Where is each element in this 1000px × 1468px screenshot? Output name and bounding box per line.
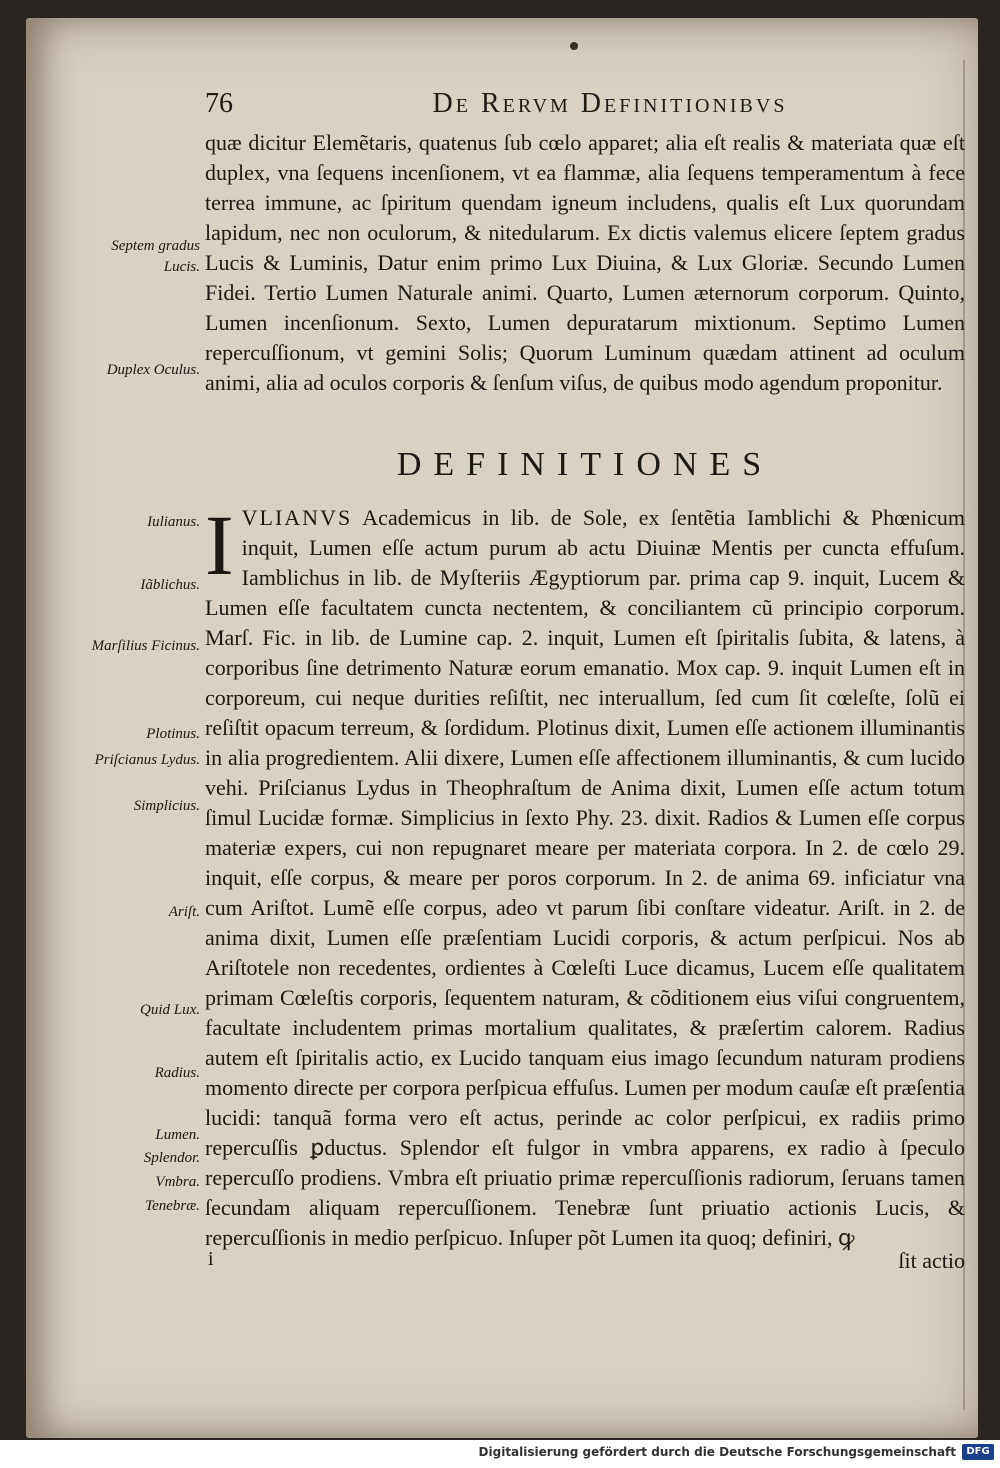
lead-caps: VLIANVS <box>241 505 353 530</box>
margin-note: Septem gradus Lucis. <box>111 238 200 275</box>
running-head <box>205 88 945 124</box>
margin-note: Ariſt. <box>168 904 200 920</box>
catchword: ſit actio <box>898 1248 965 1273</box>
margin-note: Radius. <box>154 1065 200 1081</box>
margin-note: Tenebræ. <box>145 1198 200 1214</box>
footer-bar <box>0 1440 1000 1468</box>
dfg-logo-icon: DFG <box>962 1444 994 1460</box>
margin-note: Quid Lux. <box>140 1002 200 1018</box>
margin-note: Plotinus. <box>146 726 200 742</box>
intro-paragraph: quæ dicitur Elemẽtaris, quatenus ſub cœlo apparet; alia eſt realis & materiata quæ eſt duplex, vna ſequens incenſionem, vt ea flammæ, alia ſequens temperamentum à fece terrea immune, ac ſpiritum quendam igneum includens, qualis eſt Lux quorundam lapidum, nec non oculorum, & nitedularum. Ex dictis valemus elicere ſeptem gradus Lucis & Luminis, Datur enim primo Lux Diuina, & Lux Gloriæ. Secundo Lumen Fidei. Tertio Lumen Naturale animi. Quarto, Lumen æternorum corporum. Quinto, Lumen incenſionum. Sexto, Lumen depuratarum mixtionum. Septimo Lumen repercuſſionum, vt gemini Solis; Quorum Luminum quædam attinent ad oculum animi, alia ad oculos corporis & ſenſum viſus, de quibus modo agendum proponitur. <box>205 130 965 395</box>
definitions-paragraph <box>205 497 965 1278</box>
margin-note: Simplicius. <box>133 798 200 814</box>
drop-cap: I <box>205 497 234 593</box>
signature-mark: i <box>208 1248 214 1270</box>
margin-note: Duplex Oculus. <box>106 362 200 378</box>
section-heading: DEFINITIONES <box>396 446 774 483</box>
margin-note: Lumen. <box>155 1127 200 1143</box>
margin-note: Marſilius Ficinus. <box>91 638 200 654</box>
definitions-text: Academicus in lib. de Sole, ex ſentẽtia Iamblichi & Phœnicum inquit, Lumen eſſe actum purum ab actu Diuinæ Mentis per cuncta effuſum. Iamblichus in lib. de Myſteriis Ægyptiorum par. prima cap 9. inquit, Lucem & Lumen eſſe facultatem cuncta nectentem, & conciliantem cũ principio corporum. Marſ. Fic. in lib. de Lumine cap. 2. inquit, Lumen eſt ſpiritalis ſubita, & latens, à corporibus ſine detrimento Naturæ eorum emanatio. Mox cap. 9. inquit Lumen eſt in corporeum, cui neque durities reſiſtit, nec interuallum, ſed cum ſit cœleſte, ſolũ ei reſiſtit opacum terreum, & ſordidum. Plotinus dixit, Lumen eſſe actionem illuminantis in alia progredientem. Alii dixere, Lumen eſſe affectionem illuminantis, & cum lucido vehi. Priſcianus Lydus in Theophraſtum de Anima dixit, Lumen eſſe actum totum ſimul Lucidæ formæ. Simplicius in ſexto Phy. 23. dixit. Radios & Lumen eſſe corpus materiæ expers, cui non repugnaret meare per materiata corpora. In 2. de cœlo 29. inquit, eſſe corpus, & meare per poros corporum. In 2. de anima 69. inficiatur vna cum Ariſtot. Lumẽ eſſe corpus, adeo vt parum ſibi conſtare videatur. Ariſt. in 2. de anima dixit, Lumen eſſe præſentiam Lucidi corporis, & actum perſpicui. Nos ab Ariſtotele non recedentes, ordientes à Cœleſti Luce dicamus, Lucem eſſe qualitatem primam Cœleſtis corporis, ſequentem naturam, & cõditionem eius viſui congruentem, facultate includentem primas mortalium qualitates, & præſertim calorem. Radius autem eſt ſpiritalis actio, ex Lucido tanquam eius imago ſecundum naturam prodiens momento directe per corpora perſpicua effuſus. Lumen per modum cauſæ eſt præſentia lucidi: tanquã forma vero eſt actus, perinde ac color perſpicui, ex radiis primo repercuſſis ꝑductus. Splendor eſt fulgor in vmbra apparens, ex radio à ſpeculo repercuſſo prodiens. Vmbra eſt priuatio primæ repercuſſionis radiorum, ſeruans tamen ſecundam aliquam repercuſſionem. Tenebræ ſunt priuatio actionis Lucis, & repercuſſionis in medio perſpicuo. Inſuper põt Lumen ita quoq; definiri, ꝙ <box>205 505 965 1250</box>
ink-spot <box>570 42 578 50</box>
page-number: 76 <box>205 88 233 119</box>
margin-note: Splendor. <box>143 1150 200 1166</box>
running-title: De Rervm Definitionibvs <box>432 88 788 119</box>
margin-note: Iãblichus. <box>140 577 200 593</box>
margin-note: Priſcianus Lydus. <box>94 752 200 768</box>
funding-credit: Digitalisierung gefördert durch die Deutsche Forschungsgemeinschaft <box>478 1445 956 1459</box>
margin-note: Iulianus. <box>147 514 200 530</box>
margin-note: Vmbra. <box>155 1174 200 1190</box>
